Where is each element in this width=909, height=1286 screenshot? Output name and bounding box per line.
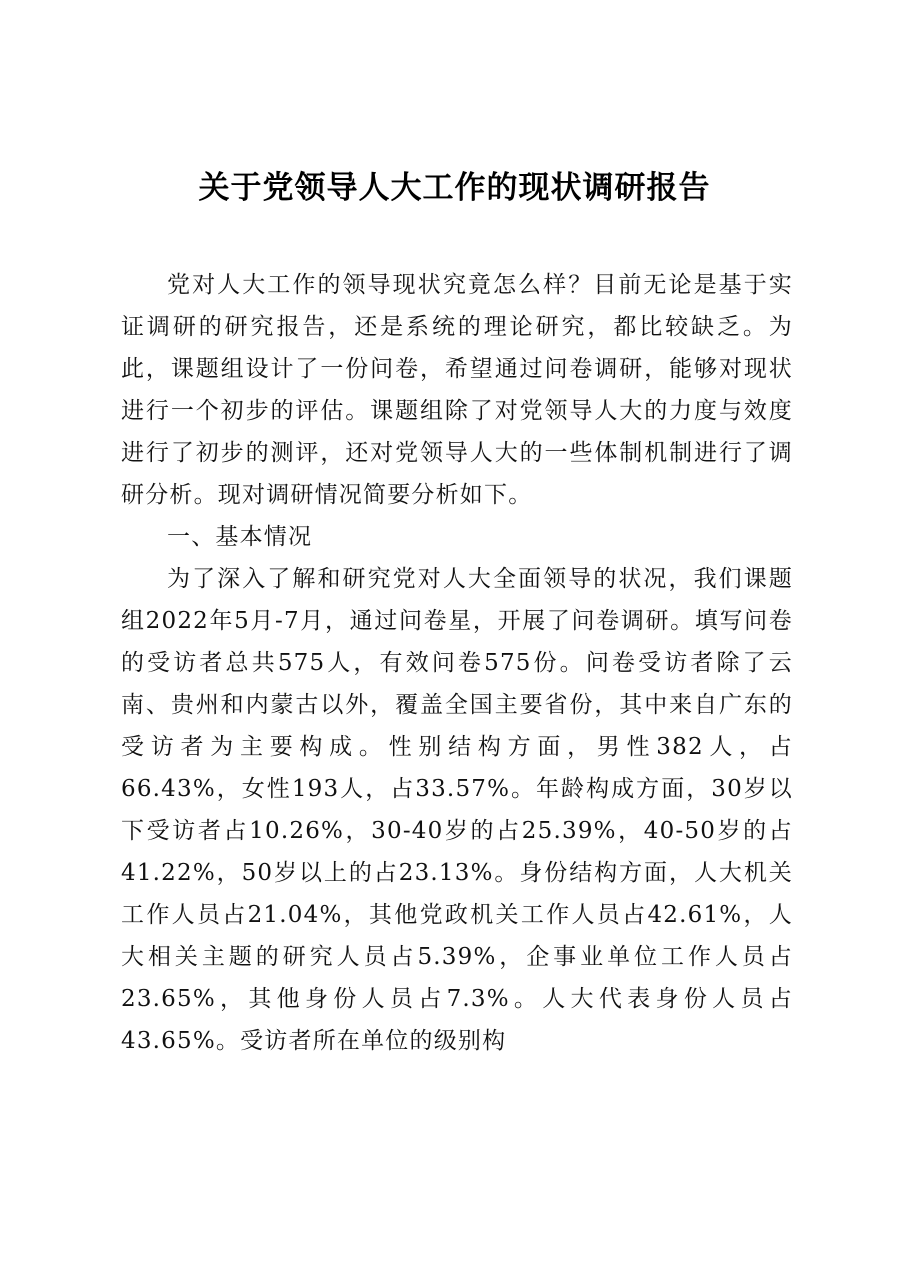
intro-paragraph: 党对人大工作的领导现状究竟怎么样？目前无论是基于实证调研的研究报告，还是系统的理论研究，都比较缺乏。为此，课题组设计了一份问卷，希望通过问卷调研，能够对现状进行一个初步的评估。课题组除了对党领导人大的力度与效度进行了初步的测评，还对党领导人大的一些体制机制进行了调研分析。现对调研情况简要分析如下。 — [121, 272, 793, 508]
basic-situation-paragraph: 为了深入了解和研究党对人大全面领导的状况，我们课题组2022年5月-7月，通过问卷星，开展了问卷调研。填写问卷的受访者总共575人，有效问卷575份。问卷受访者除了云南、贵州和内蒙古以外，覆盖全国主要省份，其中来自广东的受访者为主要构成。性别结构方面，男性382人，占66.43%，女性193人，占33.57%。年龄构成方面，30岁以下受访者占10.26%，30-40岁的占25.39%，40-50岁的占41.22%，50岁以上的占23.13%。身份结构方面，人大机关工作人员占21.04%，其他党政机关工作人员占42.61%，人大相关主题的研究人员占5.39%，企事业单位工作人员占23.65%，其他身份人员占7.3%。人大代表身份人员占43.65%。受访者所在单位的级别构 — [121, 566, 793, 1054]
document-body — [121, 264, 793, 1062]
section-heading: 一、基本情况 — [167, 524, 313, 550]
document-title: 关于党领导人大工作的现状调研报告 — [198, 170, 711, 206]
